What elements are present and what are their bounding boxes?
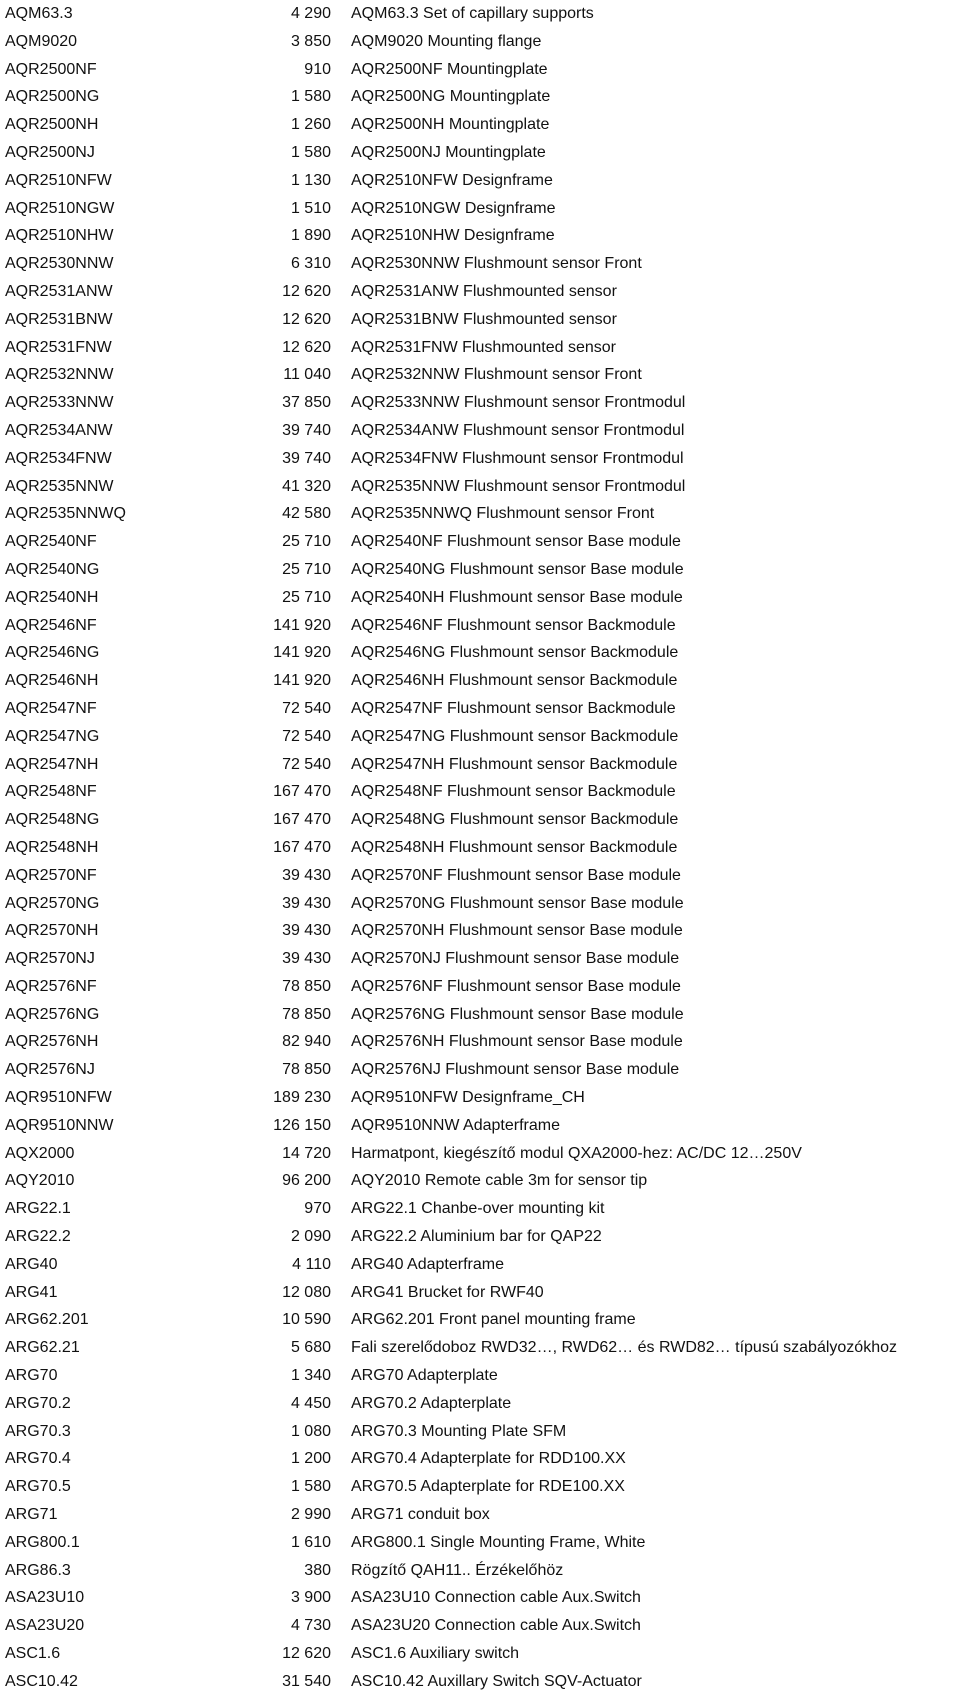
table-row bbox=[0, 528, 960, 556]
product-code: AQR2546NG bbox=[5, 644, 100, 662]
product-price: 2 090 bbox=[290, 1228, 331, 1246]
product-description: ARG71 conduit box bbox=[351, 1506, 490, 1524]
table-row bbox=[0, 500, 960, 528]
table-row bbox=[0, 1529, 960, 1557]
product-description: ASC1.6 Auxiliary switch bbox=[351, 1645, 520, 1663]
product-price: 39 740 bbox=[282, 421, 331, 439]
product-code: AQR2576NG bbox=[5, 1005, 100, 1023]
product-code: AQR2534ANW bbox=[5, 421, 113, 439]
product-description: AQR2547NG Flushmount sensor Backmodule bbox=[351, 727, 679, 745]
product-price: 12 620 bbox=[282, 310, 331, 328]
table-row bbox=[0, 334, 960, 362]
table-row bbox=[0, 751, 960, 779]
product-code: AQR2500NF bbox=[5, 60, 97, 78]
table-row bbox=[0, 1084, 960, 1112]
table-row bbox=[0, 1640, 960, 1668]
product-description: AQR2500NJ Mountingplate bbox=[351, 143, 546, 161]
table-row bbox=[0, 667, 960, 695]
product-description: AQR2533NNW Flushmount sensor Frontmodul bbox=[351, 394, 686, 412]
product-price: 25 710 bbox=[282, 560, 331, 578]
product-price: 39 740 bbox=[282, 449, 331, 467]
product-price: 11 040 bbox=[283, 366, 331, 384]
product-price: 2 990 bbox=[290, 1506, 331, 1524]
table-row bbox=[0, 139, 960, 167]
product-description: AQR2570NJ Flushmount sensor Base module bbox=[351, 950, 680, 968]
product-description: AQR2510NFW Designframe bbox=[351, 171, 553, 189]
product-description: ARG800.1 Single Mounting Frame, White bbox=[351, 1533, 646, 1551]
product-description: AQR2540NF Flushmount sensor Base module bbox=[351, 533, 681, 551]
product-code: ARG70.2 bbox=[5, 1394, 71, 1412]
table-row bbox=[0, 445, 960, 473]
product-code: ARG22.2 bbox=[5, 1228, 71, 1246]
product-description: ARG70.5 Adapterplate for RDE100.XX bbox=[351, 1478, 625, 1496]
product-price: 78 850 bbox=[282, 977, 331, 995]
product-price: 1 610 bbox=[290, 1533, 331, 1551]
product-price: 39 430 bbox=[282, 950, 331, 968]
product-price: 1 580 bbox=[290, 1478, 331, 1496]
table-row bbox=[0, 417, 960, 445]
product-code: AQR9510NNW bbox=[5, 1116, 114, 1134]
product-description: AQR2531FNW Flushmounted sensor bbox=[351, 338, 616, 356]
table-row bbox=[0, 612, 960, 640]
product-price: 72 540 bbox=[282, 755, 331, 773]
product-description: AQR2510NGW Designframe bbox=[351, 199, 556, 217]
product-description: ARG70 Adapterplate bbox=[351, 1367, 498, 1385]
table-row bbox=[0, 1251, 960, 1279]
product-code: AQR2570NF bbox=[5, 866, 97, 884]
product-price: 380 bbox=[304, 1561, 331, 1579]
product-description: ASA23U20 Connection cable Aux.Switch bbox=[351, 1617, 641, 1635]
product-price: 25 710 bbox=[282, 533, 331, 551]
table-row bbox=[0, 1362, 960, 1390]
table-row bbox=[0, 361, 960, 389]
product-price: 167 470 bbox=[273, 838, 331, 856]
product-code: AQR2500NH bbox=[5, 116, 99, 134]
product-price: 970 bbox=[304, 1200, 331, 1218]
product-description: AQR2535NNW Flushmount sensor Frontmodul bbox=[351, 477, 686, 495]
product-code: AQR2547NH bbox=[5, 755, 99, 773]
product-price: 1 580 bbox=[290, 88, 331, 106]
table-row bbox=[0, 556, 960, 584]
product-price: 1 260 bbox=[290, 116, 331, 134]
table-row bbox=[0, 1306, 960, 1334]
product-description: ARG70.2 Adapterplate bbox=[351, 1394, 512, 1412]
product-code: AQR2533NNW bbox=[5, 394, 114, 412]
product-code: AQR2546NH bbox=[5, 672, 99, 690]
product-code: AQR2570NH bbox=[5, 922, 99, 940]
product-description: ARG41 Brucket for RWF40 bbox=[351, 1283, 544, 1301]
product-description: ASC10.42 Auxillary Switch SQV-Actuator bbox=[351, 1672, 642, 1690]
table-row bbox=[0, 723, 960, 751]
product-code: ASC10.42 bbox=[5, 1672, 78, 1690]
product-code: AQR2500NG bbox=[5, 88, 100, 106]
product-price: 72 540 bbox=[282, 727, 331, 745]
product-price: 1 510 bbox=[290, 199, 331, 217]
product-price: 4 730 bbox=[290, 1617, 331, 1635]
product-price: 3 900 bbox=[290, 1589, 331, 1607]
table-row bbox=[0, 1279, 960, 1307]
product-description: AQR2547NF Flushmount sensor Backmodule bbox=[351, 699, 676, 717]
product-code: ARG62.21 bbox=[5, 1339, 80, 1357]
table-row bbox=[0, 250, 960, 278]
product-code: ASA23U10 bbox=[5, 1589, 85, 1607]
table-row bbox=[0, 1167, 960, 1195]
table-row bbox=[0, 1668, 960, 1696]
product-code: AQR2570NG bbox=[5, 894, 100, 912]
product-code: AQY2010 bbox=[5, 1172, 75, 1190]
table-row bbox=[0, 695, 960, 723]
table-row bbox=[0, 389, 960, 417]
product-code: AQR2540NH bbox=[5, 588, 99, 606]
product-price: 4 450 bbox=[290, 1394, 331, 1412]
product-price: 4 110 bbox=[292, 1255, 331, 1273]
product-description: ARG70.4 Adapterplate for RDD100.XX bbox=[351, 1450, 626, 1468]
product-description: AQM63.3 Set of capillary supports bbox=[351, 5, 594, 22]
product-price: 1 200 bbox=[290, 1450, 331, 1468]
table-row bbox=[0, 1584, 960, 1612]
product-code: AQR2546NF bbox=[5, 616, 97, 634]
product-code: AQX2000 bbox=[5, 1144, 75, 1162]
product-code: ARG40 bbox=[5, 1255, 58, 1273]
product-description: AQR2531BNW Flushmounted sensor bbox=[351, 310, 617, 328]
product-code: AQR2510NGW bbox=[5, 199, 115, 217]
table-row bbox=[0, 890, 960, 918]
product-description: AQR2570NH Flushmount sensor Base module bbox=[351, 922, 683, 940]
table-row bbox=[0, 834, 960, 862]
product-description: AQR2510NHW Designframe bbox=[351, 227, 555, 245]
product-description: ARG62.201 Front panel mounting frame bbox=[351, 1311, 636, 1329]
table-row bbox=[0, 1501, 960, 1529]
product-code: AQR2530NNW bbox=[5, 255, 114, 273]
product-price: 12 620 bbox=[282, 338, 331, 356]
product-description: AQR2546NH Flushmount sensor Backmodule bbox=[351, 672, 678, 690]
product-description: AQR9510NNW Adapterframe bbox=[351, 1116, 560, 1134]
product-price: 37 850 bbox=[282, 394, 331, 412]
product-price: 72 540 bbox=[282, 699, 331, 717]
product-description: AQR2500NG Mountingplate bbox=[351, 88, 551, 106]
table-row bbox=[0, 1612, 960, 1640]
product-description: AQR9510NFW Designframe_CH bbox=[351, 1089, 585, 1107]
product-price: 1 080 bbox=[290, 1422, 331, 1440]
table-row bbox=[0, 1418, 960, 1446]
table-row bbox=[0, 1195, 960, 1223]
product-code: AQR2532NNW bbox=[5, 366, 114, 384]
product-description: AQR2535NNWQ Flushmount sensor Front bbox=[351, 505, 655, 523]
product-code: AQR2534FNW bbox=[5, 449, 112, 467]
product-price: 12 620 bbox=[282, 1645, 331, 1663]
product-code: AQR2548NH bbox=[5, 838, 99, 856]
product-description: AQR2546NG Flushmount sensor Backmodule bbox=[351, 644, 679, 662]
product-description: AQR2534ANW Flushmount sensor Frontmodul bbox=[351, 421, 685, 439]
product-description: AQR2576NH Flushmount sensor Base module bbox=[351, 1033, 683, 1051]
product-price: 10 590 bbox=[282, 1311, 331, 1329]
table-row bbox=[0, 473, 960, 501]
product-price: 1 130 bbox=[290, 171, 331, 189]
table-row bbox=[0, 584, 960, 612]
product-code: ARG22.1 bbox=[5, 1200, 71, 1218]
product-code: AQM63.3 bbox=[5, 5, 73, 22]
table-row bbox=[0, 1001, 960, 1029]
product-description: AQR2576NJ Flushmount sensor Base module bbox=[351, 1061, 680, 1079]
product-description: AQR2570NF Flushmount sensor Base module bbox=[351, 866, 681, 884]
table-row bbox=[0, 83, 960, 111]
product-description: Harmatpont, kiegészítő modul QXA2000-hez: AC/DC 12…250V bbox=[351, 1144, 802, 1162]
product-code: AQR2535NNW bbox=[5, 477, 114, 495]
product-code: AQR2570NJ bbox=[5, 950, 95, 968]
product-price: 25 710 bbox=[282, 588, 331, 606]
product-code: ASA23U20 bbox=[5, 1617, 85, 1635]
product-description: AQR2500NH Mountingplate bbox=[351, 116, 550, 134]
product-price: 82 940 bbox=[282, 1033, 331, 1051]
product-price: 4 290 bbox=[290, 5, 331, 22]
table-row bbox=[0, 945, 960, 973]
table-row bbox=[0, 973, 960, 1001]
product-description: AQR2540NG Flushmount sensor Base module bbox=[351, 560, 684, 578]
product-code: AQR2510NHW bbox=[5, 227, 114, 245]
table-row bbox=[0, 1028, 960, 1056]
product-code: ARG86.3 bbox=[5, 1561, 71, 1579]
product-code: ARG62.201 bbox=[5, 1311, 89, 1329]
product-price: 39 430 bbox=[282, 866, 331, 884]
product-code: ASC1.6 bbox=[5, 1645, 61, 1663]
product-description: AQR2534FNW Flushmount sensor Frontmodul bbox=[351, 449, 684, 467]
table-row bbox=[0, 306, 960, 334]
product-description: Rögzítő QAH11.. Érzékelőhöz bbox=[351, 1561, 564, 1579]
product-description: AQR2576NF Flushmount sensor Base module bbox=[351, 977, 681, 995]
product-code: AQR2547NF bbox=[5, 699, 97, 717]
product-description: AQM9020 Mounting flange bbox=[351, 32, 542, 50]
table-row bbox=[0, 195, 960, 223]
product-description: AQR2530NNW Flushmount sensor Front bbox=[351, 255, 642, 273]
product-price: 12 620 bbox=[282, 282, 331, 300]
product-description: AQR2548NG Flushmount sensor Backmodule bbox=[351, 811, 679, 829]
table-row bbox=[0, 1557, 960, 1585]
product-code: ARG70.4 bbox=[5, 1450, 71, 1468]
table-row bbox=[0, 639, 960, 667]
product-code: AQR2548NF bbox=[5, 783, 97, 801]
product-price: 1 890 bbox=[290, 227, 331, 245]
product-price: 39 430 bbox=[282, 922, 331, 940]
product-price: 3 850 bbox=[290, 32, 331, 50]
product-price: 78 850 bbox=[282, 1061, 331, 1079]
product-code: ARG70.5 bbox=[5, 1478, 71, 1496]
table-row bbox=[0, 1112, 960, 1140]
product-description: ARG40 Adapterframe bbox=[351, 1255, 504, 1273]
product-description: ARG22.2 Aluminium bar for QAP22 bbox=[351, 1228, 602, 1246]
product-description: AQR2546NF Flushmount sensor Backmodule bbox=[351, 616, 676, 634]
product-description: AQR2500NF Mountingplate bbox=[351, 60, 548, 78]
product-description: AQY2010 Remote cable 3m for sensor tip bbox=[351, 1172, 648, 1190]
product-price: 41 320 bbox=[282, 477, 331, 495]
product-code: AQR2547NG bbox=[5, 727, 100, 745]
table-row bbox=[0, 1445, 960, 1473]
product-price: 141 920 bbox=[273, 616, 331, 634]
product-code: ARG41 bbox=[5, 1283, 58, 1301]
product-price: 14 720 bbox=[282, 1144, 331, 1162]
table-row bbox=[0, 862, 960, 890]
product-price: 12 080 bbox=[282, 1283, 331, 1301]
table-row bbox=[0, 278, 960, 306]
product-price: 141 920 bbox=[273, 672, 331, 690]
product-code: AQR2548NG bbox=[5, 811, 100, 829]
product-code: AQR2531ANW bbox=[5, 282, 113, 300]
product-description: AQR2570NG Flushmount sensor Base module bbox=[351, 894, 684, 912]
product-description: ARG70.3 Mounting Plate SFM bbox=[351, 1422, 567, 1440]
product-price: 6 310 bbox=[290, 255, 331, 273]
product-description: AQR2532NNW Flushmount sensor Front bbox=[351, 366, 642, 384]
product-code: AQR2531BNW bbox=[5, 310, 113, 328]
product-price: 5 680 bbox=[290, 1339, 331, 1357]
product-price: 1 340 bbox=[290, 1367, 331, 1385]
product-description: AQR2548NH Flushmount sensor Backmodule bbox=[351, 838, 678, 856]
product-price: 167 470 bbox=[273, 811, 331, 829]
product-price: 78 850 bbox=[282, 1005, 331, 1023]
product-code: ARG70.3 bbox=[5, 1422, 71, 1440]
product-description: ASA23U10 Connection cable Aux.Switch bbox=[351, 1589, 641, 1607]
product-code: ARG800.1 bbox=[5, 1533, 80, 1551]
product-code: AQR2576NH bbox=[5, 1033, 99, 1051]
product-price: 31 540 bbox=[282, 1672, 331, 1690]
table-row bbox=[0, 1473, 960, 1501]
product-description: AQR2547NH Flushmount sensor Backmodule bbox=[351, 755, 678, 773]
product-code: AQR2531FNW bbox=[5, 338, 112, 356]
table-row bbox=[0, 917, 960, 945]
table-row bbox=[0, 167, 960, 195]
product-price: 1 580 bbox=[290, 143, 331, 161]
table-row bbox=[0, 778, 960, 806]
product-code: AQR2576NJ bbox=[5, 1061, 95, 1079]
product-code: AQR2540NG bbox=[5, 560, 100, 578]
product-price: 189 230 bbox=[273, 1089, 331, 1107]
table-row bbox=[0, 111, 960, 139]
product-price: 42 580 bbox=[282, 505, 331, 523]
product-code: AQR2500NJ bbox=[5, 143, 95, 161]
table-row bbox=[0, 806, 960, 834]
product-code: AQR2510NFW bbox=[5, 171, 112, 189]
table-row bbox=[0, 1140, 960, 1168]
table-row bbox=[0, 1223, 960, 1251]
product-description: ARG22.1 Chanbe-over mounting kit bbox=[351, 1200, 605, 1218]
product-description: AQR2531ANW Flushmounted sensor bbox=[351, 282, 617, 300]
product-price: 126 150 bbox=[273, 1116, 331, 1134]
table-row bbox=[0, 222, 960, 250]
product-code: AQR2540NF bbox=[5, 533, 97, 551]
product-description: AQR2540NH Flushmount sensor Base module bbox=[351, 588, 683, 606]
product-price: 39 430 bbox=[282, 894, 331, 912]
product-code: ARG71 bbox=[5, 1506, 58, 1524]
table-row bbox=[0, 1390, 960, 1418]
product-description: Fali szerelődoboz RWD32…, RWD62… és RWD82… típusú szabályozókhoz bbox=[351, 1339, 897, 1357]
product-price: 96 200 bbox=[282, 1172, 331, 1190]
table-row bbox=[0, 0, 960, 28]
product-description: AQR2576NG Flushmount sensor Base module bbox=[351, 1005, 684, 1023]
product-price: 141 920 bbox=[273, 644, 331, 662]
table-row bbox=[0, 56, 960, 84]
table-row bbox=[0, 1056, 960, 1084]
table-row bbox=[0, 1334, 960, 1362]
product-price: 910 bbox=[304, 60, 331, 78]
product-code: AQR9510NFW bbox=[5, 1089, 112, 1107]
product-code: AQR2535NNWQ bbox=[5, 505, 126, 523]
product-description: AQR2548NF Flushmount sensor Backmodule bbox=[351, 783, 676, 801]
product-code: ARG70 bbox=[5, 1367, 58, 1385]
table-row bbox=[0, 28, 960, 56]
product-price: 167 470 bbox=[273, 783, 331, 801]
product-code: AQR2576NF bbox=[5, 977, 97, 995]
product-code: AQM9020 bbox=[5, 32, 78, 50]
